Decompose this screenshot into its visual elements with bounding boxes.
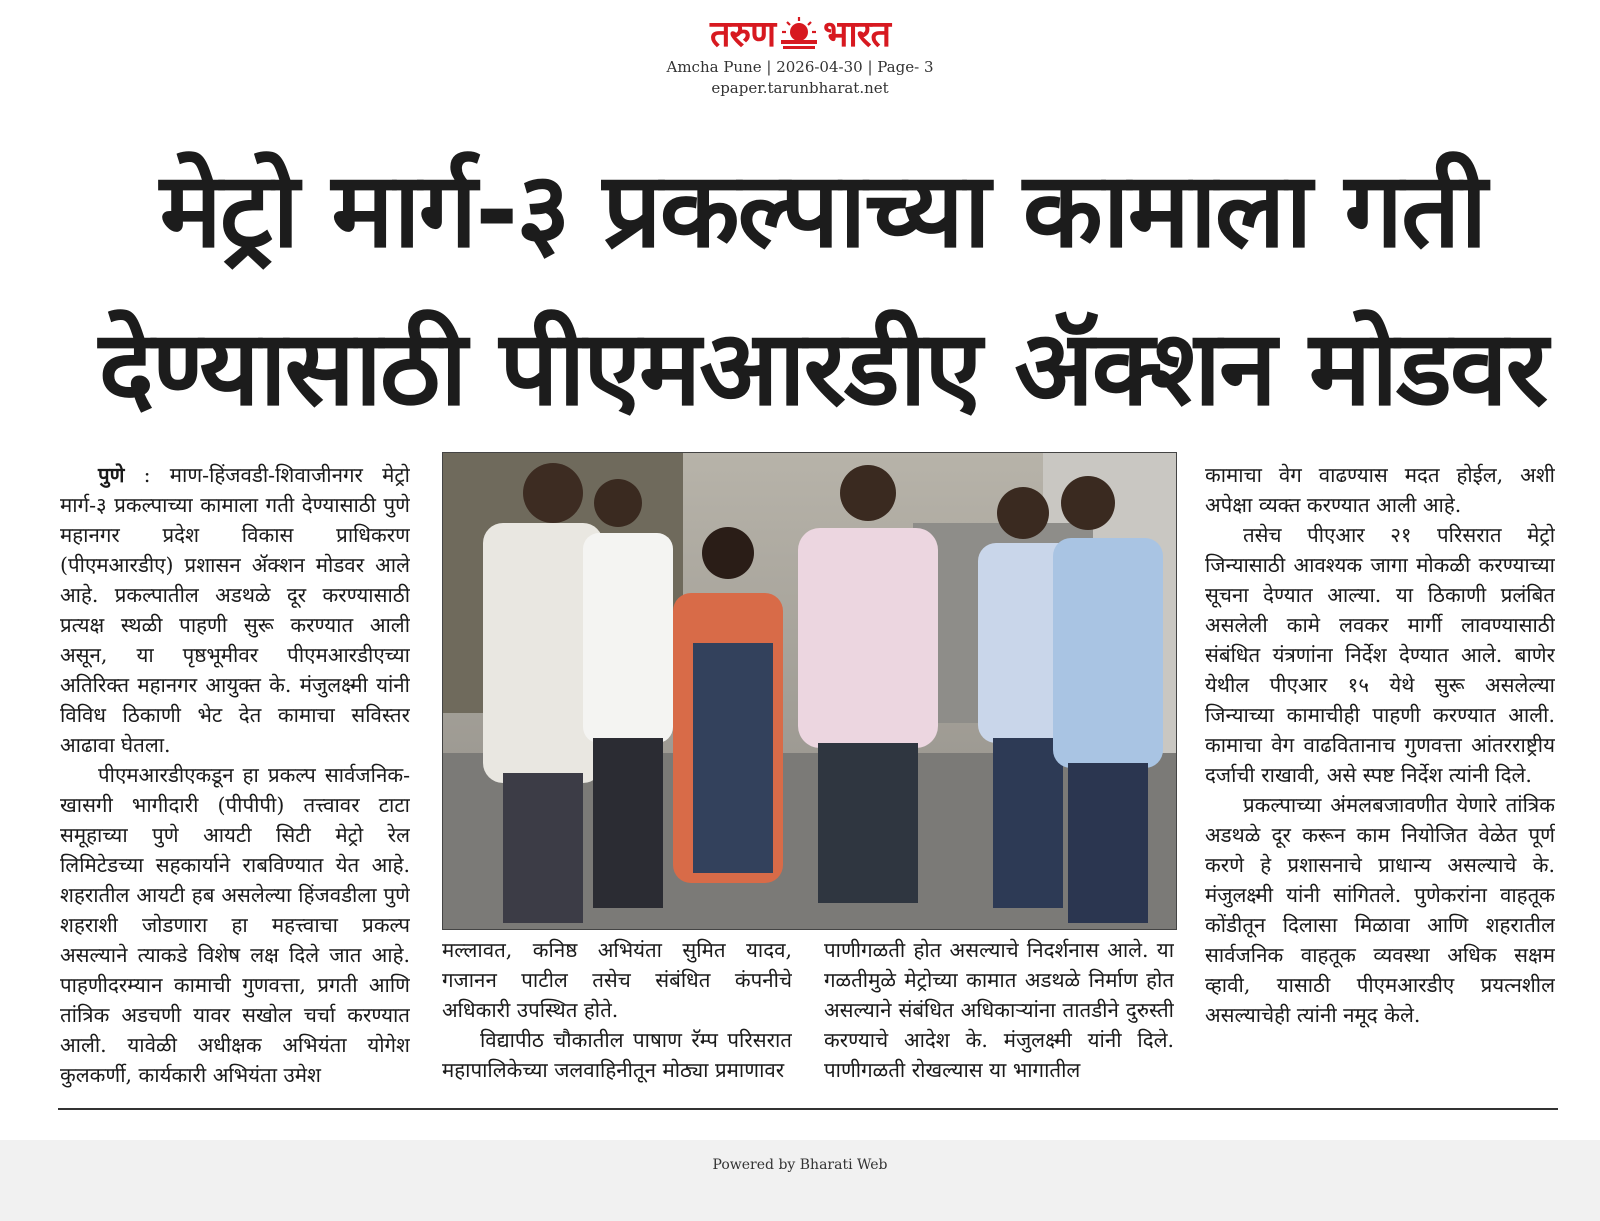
article-paragraph: विद्यापीठ चौकातील पाषाण रॅम्प परिसरात महापालिकेच्या जलवाहिनीतून मोठ्या प्रमाणावर	[442, 1028, 792, 1082]
edition-line: Amcha Pune | 2026-04-30 | Page- 3	[666, 58, 934, 76]
sun-emblem-icon	[779, 16, 819, 54]
footer-credit[interactable]: Powered by Bharati Web	[712, 1157, 888, 1173]
article-paragraph: पीएमआरडीएकडून हा प्रकल्प सार्वजनिक-खासगी भागीदारी (पीपीपी) तत्त्वावर टाटा समूहाच्या पुणे आयटी सिटी मेट्रो रेल लिमिटेडच्या सहकार्याने राबविण्यात येत आहे. शहरातील आयटी हब असलेल्या हिंजवडीला पुणे शहराशी जोडणारा हा महत्त्वाचा प्रकल्प असल्याने त्याकडे विशेष लक्ष दिले जात आहे. पाहणीदरम्यान कामाची गुणवत्ता, प्रगती आणि तांत्रिक अडचणी यावर सखोल चर्चा करण्यात आली. यावेळी अधीक्षक अभियंता योगेश कुलकर्णी, कार्यकारी अभियंता उमेश	[60, 763, 410, 1087]
logo-word-right: भारत	[823, 14, 890, 55]
article-column-2	[442, 935, 792, 1090]
paragraph-text: : माण-हिंजवडी-शिवाजीनगर मेट्रो मार्ग-३ प्रकल्पाच्या कामाला गती देण्यासाठी पुणे महानगर प्रदेश विकास प्राधिकरण (पीएमआरडीए) प्रशासन ॲक्शन मोडवर आले आहे. प्रकल्पातील अडथळे दूर करण्यासाठी प्रत्यक्ष स्थळी पाहणी सुरू करण्यात आली असून, या पृष्ठभूमीवर पीएमआरडीएच्या अतिरिक्त महानगर आयुक्त के. मंजुलक्ष्मी यांनी विविध ठिकाणी भेट देत कामाचा सविस्तर आढावा घेतला.	[60, 463, 410, 757]
site-url[interactable]: epaper.tarunbharat.net	[711, 79, 889, 97]
article-paragraph	[60, 460, 410, 760]
article-paragraph: प्रकल्पाच्या अंमलबजावणीत येणारे तांत्रिक अडथळे दूर करून काम नियोजित वेळेत पूर्ण करणे हे प्रशासनाचे प्राधान्य असल्याचे के. मंजुलक्ष्मी यांनी सांगितले. पुणेकरांना वाहतूक कोंडीतून दिलासा मिळावा आणि शहरातील सार्वजनिक वाहतूक व्यवस्था अधिक सक्षम व्हावी, यासाठी पीएमआरडीए प्रयत्नशील असल्याचेही त्यांनी नमूद केले.	[1205, 793, 1555, 1027]
news-photo	[442, 452, 1177, 930]
article-column-4	[1205, 460, 1555, 1090]
headline-line-2: देण्यासाठी पीएमआरडीए ॲक्शन मोडवर	[98, 307, 1547, 429]
bottom-divider	[58, 1108, 1558, 1110]
headline-line-1: मेट्रो मार्ग-३ प्रकल्पाच्या कामाला गती	[159, 149, 1486, 271]
article-paragraph: कामाचा वेग वाढण्यास मदत होईल, अशी अपेक्षा व्यक्त करण्यात आली आहे.	[1205, 463, 1555, 517]
footer-bar	[0, 1140, 1600, 1221]
dateline: पुणे	[98, 463, 125, 487]
article-paragraph: तसेच पीएआर २१ परिसरात मेट्रो जिन्यासाठी आवश्यक जागा मोकळी करण्याच्या सूचना देण्यात आल्या. या ठिकाणी प्रलंबित असलेली कामे लवकर मार्गी लावण्यासाठी संबंधित यंत्रणांना निर्देश देण्यात आले. बाणेर येथील पीएआर १५ येथे सुरू असलेल्या जिन्याच्या कामाचीही पाहणी करण्यात आली. कामाचा वेग वाढवितानाच गुणवत्ता आंतरराष्ट्रीय दर्जाची राखावी, असे स्पष्ट निर्देश त्यांनी दिले.	[1205, 523, 1555, 787]
logo-word-left: तरुण	[710, 14, 776, 55]
article-paragraph: पाणीगळती होत असल्याचे निदर्शनास आले. या गळतीमुळे मेट्रोच्या कामात अडथळे निर्माण होत असल्याने संबंधित अधिकाऱ्यांना तातडीने दुरुस्ती करण्याचे आदेश के. मंजुलक्ष्मी यांनी दिले. पाणीगळती रोखल्यास या भागातील	[824, 938, 1174, 1082]
article-column-3	[824, 935, 1174, 1090]
officials-site-inspection-photo	[443, 453, 1176, 929]
masthead	[0, 14, 1600, 98]
newspaper-logo[interactable]	[710, 14, 890, 56]
article-paragraph: मल्लावत, कनिष्ठ अभियंता सुमित यादव, गजानन पाटील तसेच संबंधित कंपनीचे अधिकारी उपस्थित होते.	[442, 938, 792, 1022]
article-column-1	[60, 460, 410, 1090]
article-headline	[60, 135, 1585, 443]
